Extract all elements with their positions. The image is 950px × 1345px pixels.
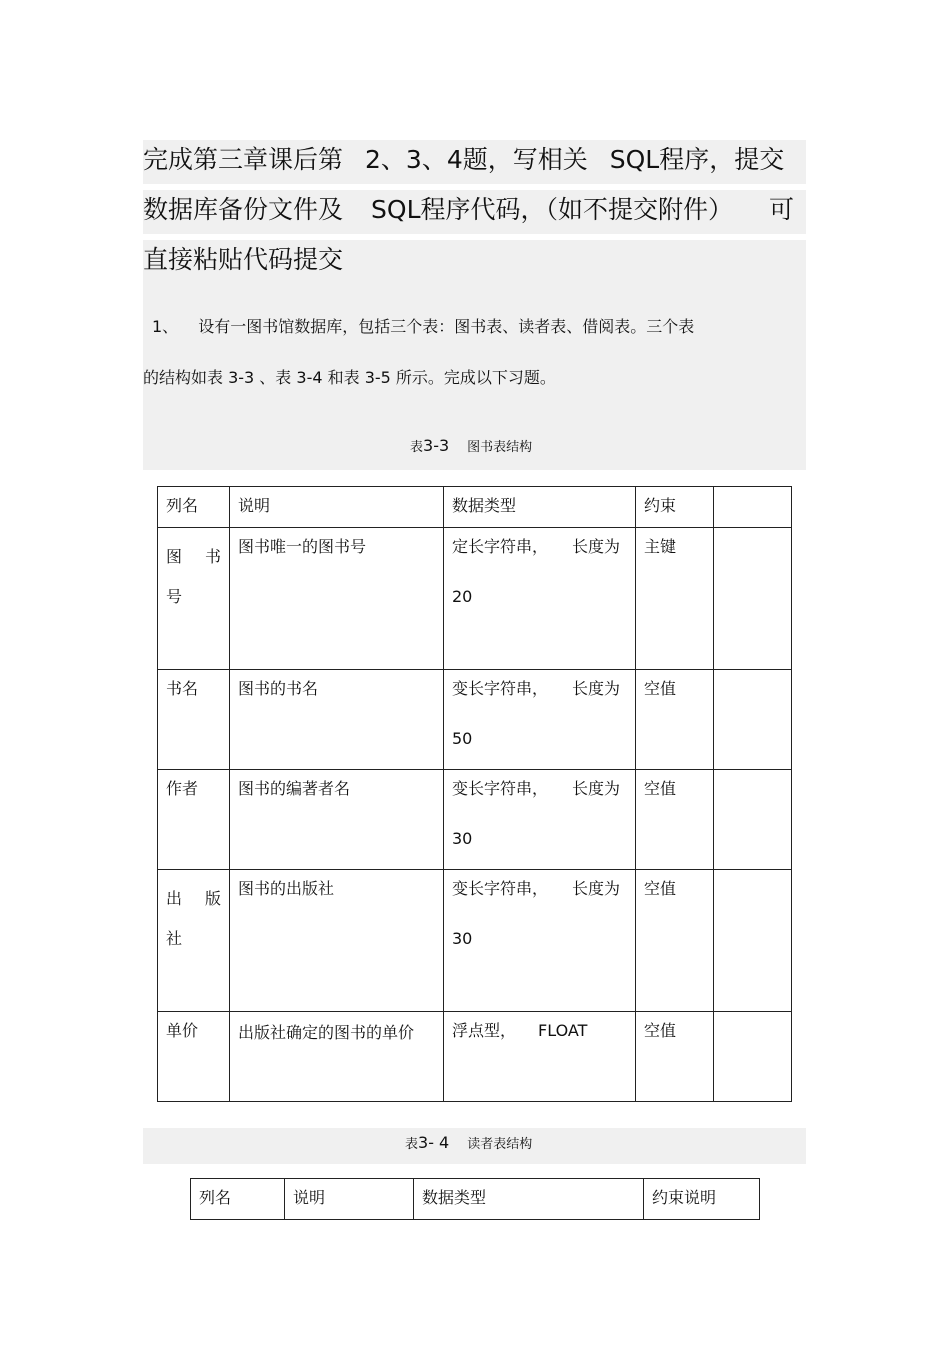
header-cell: 说明 [230, 487, 444, 528]
table34-caption: 表3- 4 读者表结构 [405, 1133, 533, 1152]
table34 [190, 1178, 760, 1220]
table-header-row [191, 1179, 760, 1220]
table-row [158, 870, 792, 1012]
cell-constraint: 空值 [636, 1012, 714, 1102]
question-line-2: 的结构如表 3-3 、表 3-4 和表 3-5 所示。完成以下习题。 [143, 368, 556, 387]
question-line-1: 1、 设有一图书馆数据库，包括三个表：图书表、读者表、借阅表。三个表 [152, 317, 695, 336]
header-cell: 列名 [158, 487, 230, 528]
cell-name: 书名 [158, 670, 230, 770]
heading-line-3: 直接粘贴代码提交 [143, 245, 344, 274]
table-row [158, 528, 792, 670]
cell-desc: 出版社确定的图书的单价 [230, 1012, 444, 1102]
cell-desc: 图书唯一的图书号 [230, 528, 444, 670]
cell-name: 图 书 号 [158, 528, 230, 670]
header-cell: 数据类型 [444, 487, 636, 528]
cell-empty [714, 770, 792, 870]
cell-empty [714, 528, 792, 670]
header-cell: 列名 [191, 1179, 285, 1220]
cell-constraint: 主键 [636, 528, 714, 670]
table-row [158, 1012, 792, 1102]
cell-type: 浮点型， FLOAT [444, 1012, 636, 1102]
cell-empty [714, 670, 792, 770]
cell-desc: 图书的书名 [230, 670, 444, 770]
cell-name: 单价 [158, 1012, 230, 1102]
cell-desc: 图书的出版社 [230, 870, 444, 1012]
cell-constraint: 空值 [636, 870, 714, 1012]
cell-name: 作者 [158, 770, 230, 870]
table-row [158, 770, 792, 870]
cell-constraint: 空值 [636, 670, 714, 770]
table33 [157, 486, 792, 1102]
table33-caption: 表3-3 图书表结构 [410, 436, 533, 455]
heading-line-1: 完成第三章课后第 2、3、4题，写相关 SQL程序，提交 [143, 145, 785, 174]
cell-desc: 图书的编著者名 [230, 770, 444, 870]
cell-type: 变长字符串， 长度为 30 [444, 870, 636, 1012]
header-cell: 约束说明 [644, 1179, 760, 1220]
header-cell: 说明 [285, 1179, 414, 1220]
header-cell [714, 487, 792, 528]
cell-type: 变长字符串， 长度为 50 [444, 670, 636, 770]
cell-empty [714, 870, 792, 1012]
cell-empty [714, 1012, 792, 1102]
question-number: 1、 [152, 317, 179, 336]
cell-type: 定长字符串， 长度为 20 [444, 528, 636, 670]
table-row [158, 670, 792, 770]
table-header-row [158, 487, 792, 528]
header-cell: 约束 [636, 487, 714, 528]
heading-line-2: 数据库备份文件及 SQL程序代码，（如不提交附件） 可 [143, 195, 795, 224]
cell-type: 变长字符串， 长度为 30 [444, 770, 636, 870]
cell-name: 出 版 社 [158, 870, 230, 1012]
cell-constraint: 空值 [636, 770, 714, 870]
header-cell: 数据类型 [414, 1179, 644, 1220]
